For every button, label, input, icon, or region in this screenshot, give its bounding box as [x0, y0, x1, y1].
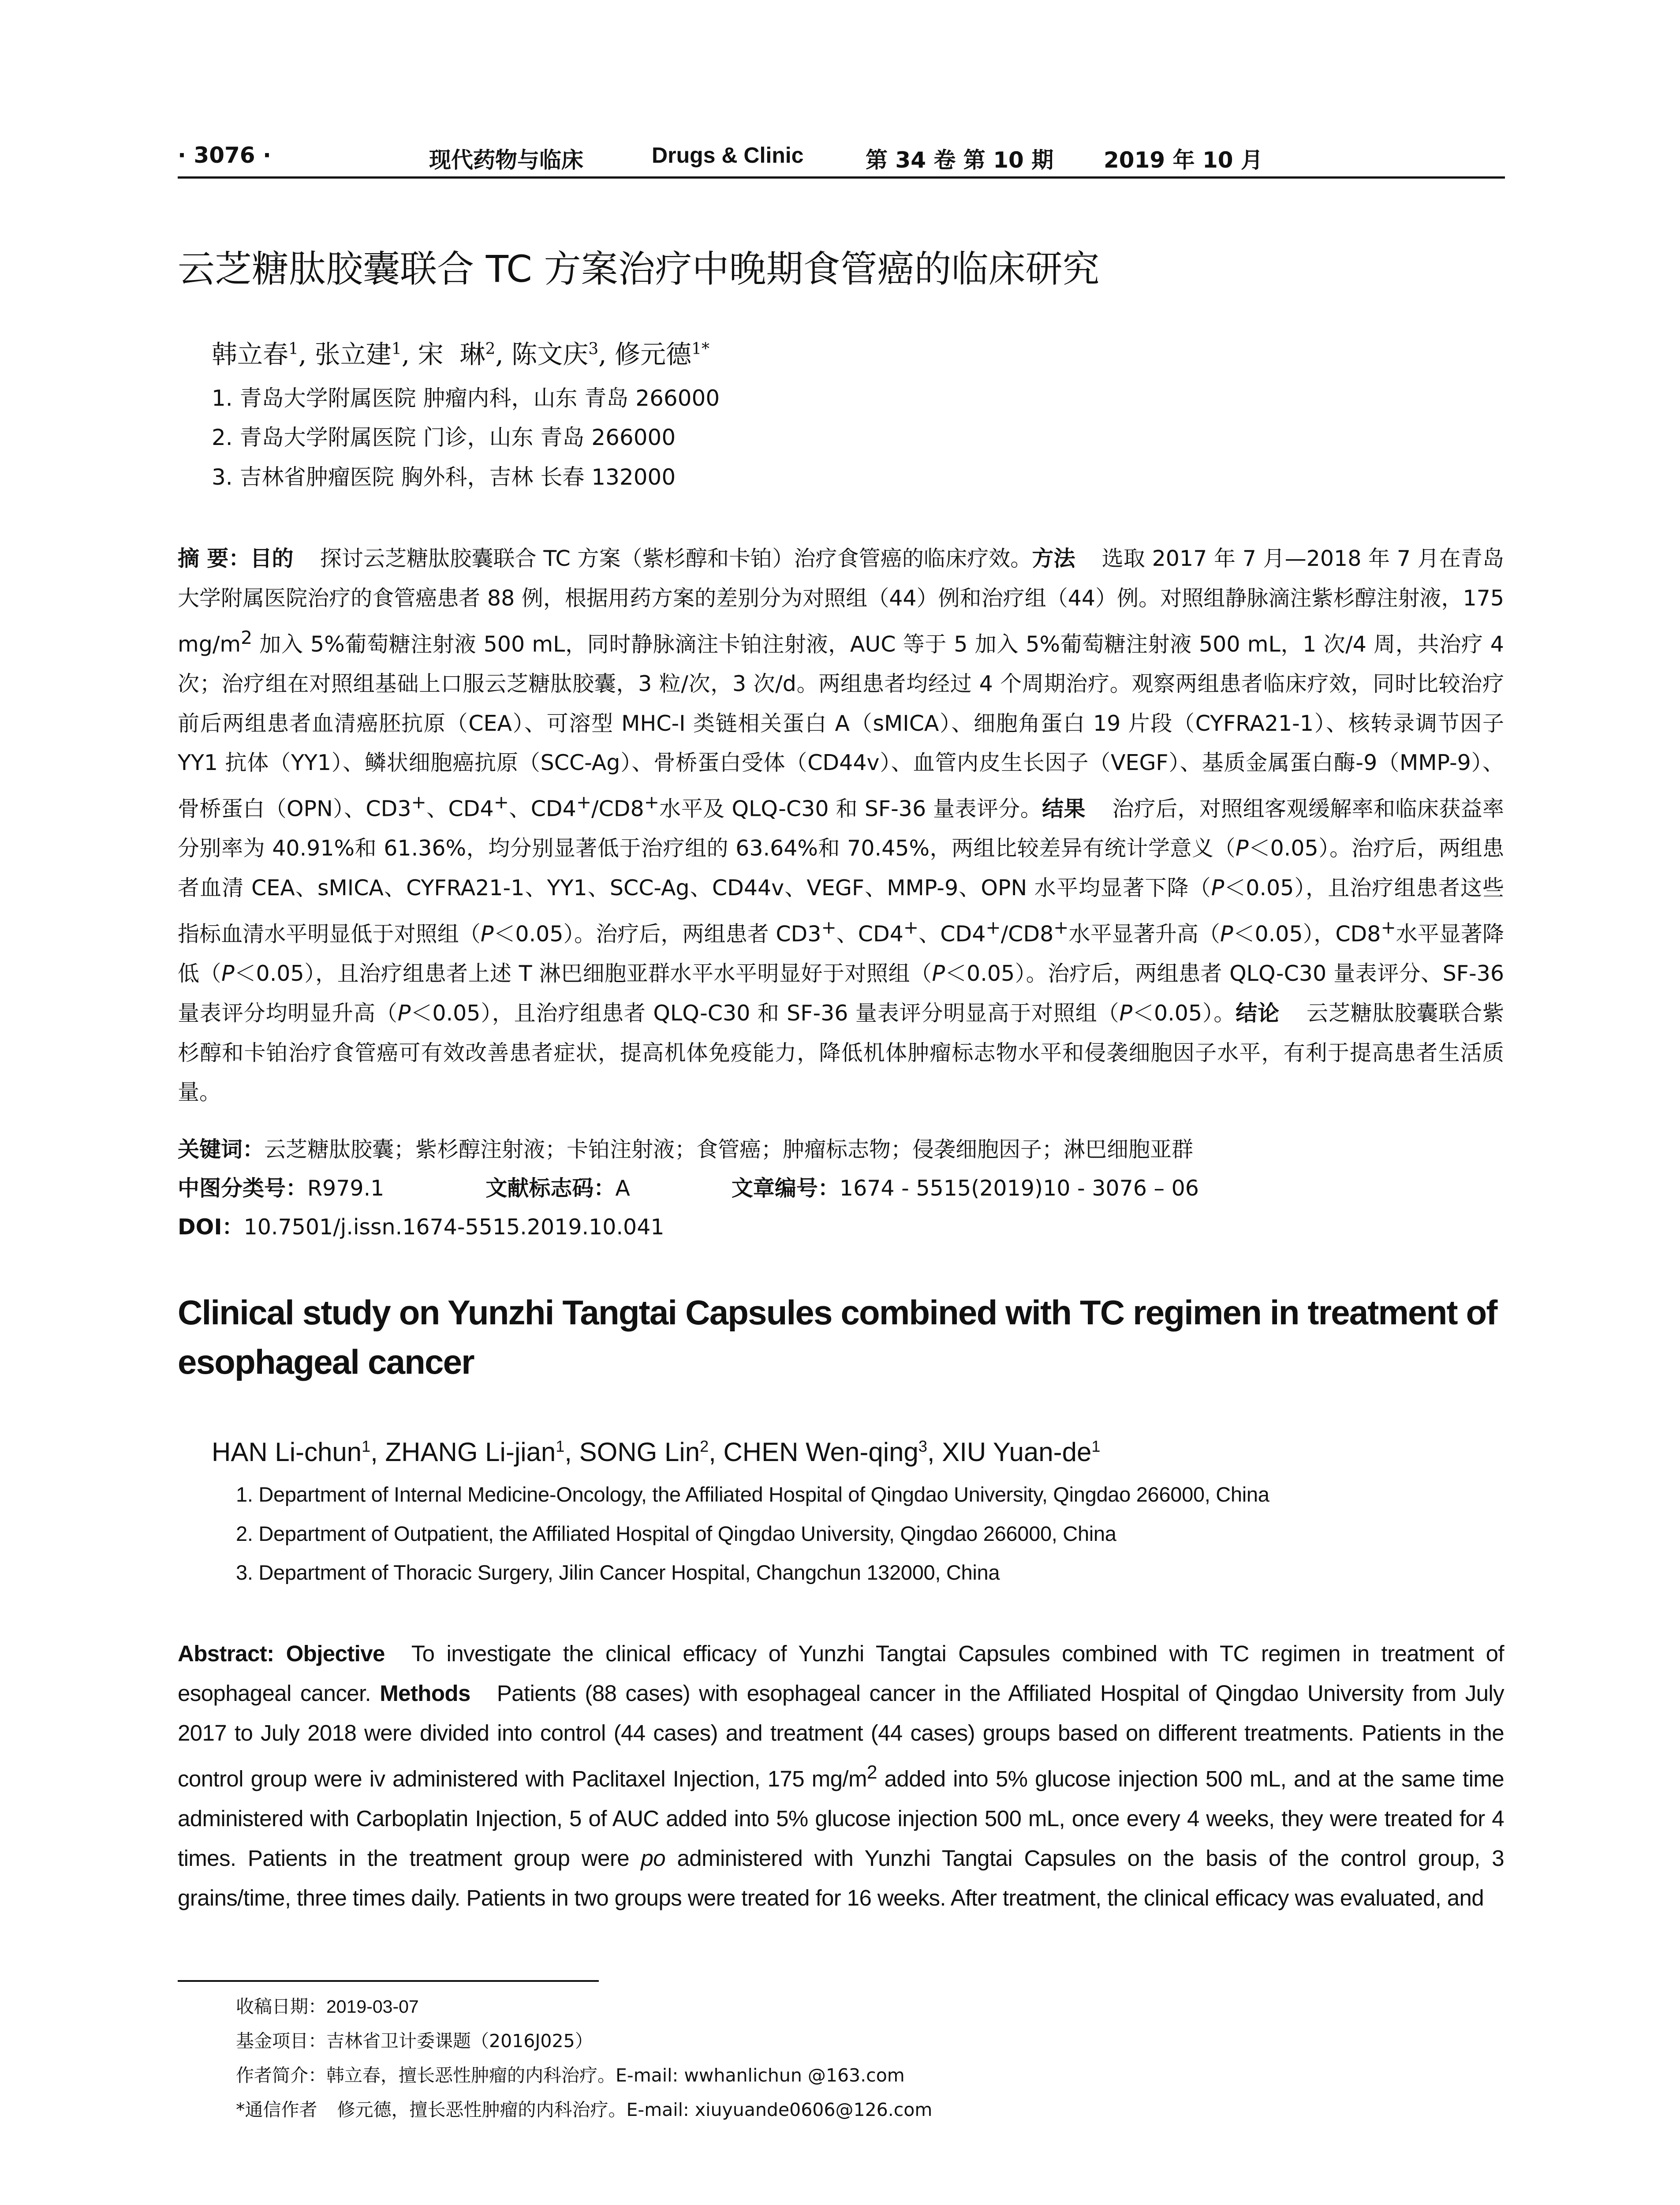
- p-symbol: P: [1211, 875, 1225, 901]
- footnote-fund: [236, 2028, 1471, 2054]
- p-symbol: P: [221, 960, 235, 986]
- superscript: 2: [866, 1762, 877, 1783]
- author-affil-mark: 2: [700, 1437, 709, 1455]
- methods-label: 方法: [1032, 546, 1075, 571]
- fund-text: 吉林省卫计委课题（2016J025）: [326, 2030, 593, 2052]
- affiliation-en-1: 1. Department of Internal Medicine-Oncology, the Affiliated Hospital of Qingdao University, Qingdao 266000, China: [236, 1483, 1269, 1506]
- results-text: 治疗后，对照组客观缓解率和临床获益率分别率为 40.91%和 61.36%，均分别显著低于治疗组的 63.64%和 70.45%，两组比较差异有统计学意义（: [178, 796, 1504, 861]
- fund-label: 基金项目：: [236, 2030, 326, 2052]
- doi-label: DOI：: [178, 1215, 244, 1240]
- superscript: +: [903, 916, 919, 938]
- issue-date: 2019 年 10 月: [1104, 147, 1263, 173]
- superscript: +: [644, 792, 659, 813]
- results-text: ＜0.05），CD8: [1233, 921, 1381, 947]
- methods-text: Patients (88 cases) with esophageal cancer in the Affiliated Hospital of Qingdao University from July 2017 to July 2018 were divided into control (44 cases) and treatment (44 cases) groups based on different treatments. Patients in the control group were iv administered with Paclitaxel Injection, 175 mg/m: [178, 1681, 1504, 1791]
- superscript: +: [986, 916, 1001, 938]
- author-separator: ,: [401, 339, 418, 370]
- results-text: 水平显著升高（: [1068, 921, 1220, 947]
- superscript: +: [411, 792, 426, 813]
- author-affil-mark: 3: [918, 1437, 927, 1455]
- author-name: 宋 琳: [418, 339, 485, 370]
- author-affil-mark: 1: [1091, 1437, 1101, 1455]
- received-date: 2019-03-07: [326, 1996, 419, 2017]
- superscript: +: [821, 916, 836, 938]
- author-separator: ,: [370, 1437, 385, 1467]
- doc-code-value: A: [615, 1176, 630, 1201]
- author-separator: ,: [709, 1437, 724, 1467]
- author-separator: ,: [495, 339, 512, 370]
- objective-label: Objective: [286, 1641, 385, 1666]
- journal-name-cn: 现代药物与临床: [429, 147, 583, 173]
- author-affil-mark: 1*: [691, 340, 709, 358]
- conclusion-text: 云芝糖肽胶囊联合紫杉醇和卡铂治疗食管癌可有效改善患者症状，提高机体免疫能力，降低机体肿瘤标志物水平和侵袭细胞因子水平，有利于提高患者生活质量。: [178, 1000, 1504, 1105]
- author-name: 修元德: [615, 339, 692, 370]
- route-po: po: [641, 1846, 666, 1871]
- running-header: [178, 142, 1505, 178]
- author-separator: ,: [298, 339, 315, 370]
- doi-value: 10.7501/j.issn.1674-5515.2019.10.041: [243, 1215, 665, 1240]
- classification-line: [178, 1171, 1504, 1206]
- methods-text: 水平及 QLQ-C30 和 SF-36 量表评分。: [659, 796, 1042, 822]
- abstract-label: 摘 要：: [178, 546, 250, 571]
- superscript: +: [576, 792, 592, 813]
- clc-label: 中图分类号：: [178, 1176, 308, 1201]
- author-separator: ,: [927, 1437, 942, 1467]
- methods-text: 选取 2017 年 7 月—2018 年 7 月在青岛大学附属医院治疗的食管癌患者 88 例，根据用药方案的差别分为对照组（44）例和治疗组（44）例。对照组静脉滴注紫杉醇注射液，175 mg/m: [178, 546, 1504, 657]
- author-separator: ,: [598, 339, 615, 370]
- author-name: HAN Li-chun: [212, 1437, 362, 1467]
- author-name: XIU Yuan-de: [942, 1437, 1092, 1467]
- abstract-en: [178, 1634, 1504, 1918]
- author-bio-text: 韩立春，擅长恶性肿瘤的内科治疗。E-mail: wwhanlichun @163.com: [326, 2065, 905, 2086]
- results-text: ＜0.05）。治疗后，两组患者血清 CEA、sMICA、CYFRA21-1、YY1、SCC-Ag、CD44v、VEGF、MMP-9、OPN 水平均显著下降（: [178, 836, 1504, 901]
- superscript: 2: [241, 627, 253, 648]
- received-label: 收稿日期：: [236, 1996, 326, 2017]
- affiliation-cn-1: 1. 青岛大学附属医院 肿瘤内科，山东 青岛 266000: [212, 385, 720, 411]
- page-number: · 3076 ·: [178, 142, 271, 168]
- results-text: 水平显著降低（: [178, 921, 1504, 986]
- methods-text: administered with Yunzhi Tangtai Capsules on the basis of the control group, 3 grains/time, three times daily. Patients in two groups were treated for 16 weeks. After treatment, the clinical efficacy was evaluated, and: [178, 1846, 1504, 1910]
- keywords-label: 关键词：: [178, 1137, 265, 1162]
- footnote-author: [236, 2062, 1471, 2089]
- results-text: ＜0.05），且治疗组患者上述 T 淋巴细胞亚群水平水平明显好于对照组（: [234, 960, 932, 986]
- results-text: ＜0.05），且治疗组患者 QLQ-C30 和 SF-36 量表评分明显高于对照组（: [411, 1000, 1120, 1026]
- footnote-received: [236, 1993, 1471, 2020]
- article-no-value: 1674 - 5515(2019)10 - 3076 – 06: [839, 1176, 1199, 1201]
- p-symbol: P: [1236, 836, 1249, 861]
- author-affil-mark: 1: [362, 1437, 371, 1455]
- author-name: CHEN Wen-qing: [723, 1437, 918, 1467]
- doi-line: [178, 1210, 1504, 1245]
- authors-en: [212, 1429, 1490, 1470]
- results-text: ＜0.05）。: [1132, 1000, 1236, 1026]
- p-symbol: P: [1220, 921, 1233, 947]
- methods-text: 、CD4: [508, 796, 576, 822]
- superscript: +: [493, 792, 509, 813]
- abstract-cn: [178, 539, 1504, 1112]
- author-name: 张立建: [314, 339, 392, 370]
- p-symbol: P: [932, 960, 945, 986]
- authors-cn: [212, 332, 1490, 372]
- footnote-rule: [178, 1980, 599, 1982]
- author-name: ZHANG Li-jian: [385, 1437, 556, 1467]
- clc-value: R979.1: [307, 1176, 385, 1201]
- title-en: Clinical study on Yunzhi Tangtai Capsules combined with TC regimen in treatment of esophageal cancer: [178, 1293, 1497, 1381]
- author-bio-label: 作者简介：: [236, 2065, 326, 2086]
- results-text: 、CD4: [918, 921, 986, 947]
- journal-name-en: Drugs & Clinic: [652, 143, 804, 168]
- author-separator: ,: [564, 1437, 579, 1467]
- header-rule: [178, 176, 1505, 179]
- results-text: /CD8: [1001, 921, 1054, 947]
- volume-issue: 第 34 卷 第 10 期: [866, 147, 1054, 173]
- author-affil-mark: 1: [556, 1437, 565, 1455]
- corresponding-label: *通信作者: [236, 2099, 317, 2120]
- superscript: +: [1053, 916, 1069, 938]
- objective-text: 探讨云芝糖肽胶囊联合 TC 方案（紫杉醇和卡铂）治疗食管癌的临床疗效。: [320, 546, 1032, 571]
- results-text: 、CD4: [836, 921, 903, 947]
- affiliation-en-3: 3. Department of Thoracic Surgery, Jilin Cancer Hospital, Changchun 132000, China: [236, 1561, 1000, 1584]
- p-symbol: P: [480, 921, 494, 947]
- author-affil-mark: 1: [391, 340, 402, 358]
- abstract-label: Abstract:: [178, 1641, 274, 1666]
- superscript: +: [1381, 916, 1396, 938]
- affiliation-cn-3: 3. 吉林省肿瘤医院 胸外科，吉林 长春 132000: [212, 464, 676, 490]
- title-cn: 云芝糖肽胶囊联合 TC 方案治疗中晚期食管癌的临床研究: [178, 247, 1100, 291]
- p-symbol: P: [397, 1000, 411, 1026]
- methods-text: added into 5% glucose injection 500 mL, and at the same time administered with Carboplatin Injection, 5 of AUC added into 5% glucose injection 500 mL, once every 4 weeks, they were treated for 4 times. Patients in the treatment group were: [178, 1766, 1504, 1871]
- keywords-cn: [178, 1132, 1504, 1167]
- footnote-corresponding: [236, 2097, 1471, 2123]
- objective-label: 目的: [250, 546, 294, 571]
- results-text: ＜0.05）。治疗后，两组患者 QLQ-C30 量表评分、SF-36 量表评分均明显升高（: [178, 960, 1504, 1026]
- affiliation-cn-2: 2. 青岛大学附属医院 门诊，山东 青岛 266000: [212, 425, 676, 450]
- author-affil-mark: 2: [485, 340, 496, 358]
- author-name: 陈文庆: [511, 339, 589, 370]
- author-name: 韩立春: [212, 339, 289, 370]
- methods-text: 、CD4: [426, 796, 494, 822]
- corresponding-text: 修元德，擅长恶性肿瘤的内科治疗。E-mail: xiuyuande0606@126.com: [337, 2099, 933, 2120]
- author-affil-mark: 3: [588, 340, 599, 358]
- p-symbol: P: [1119, 1000, 1133, 1026]
- objective-text: To investigate the clinical efficacy of Yunzhi Tangtai Capsules combined with TC regimen in treatment of esophageal cancer.: [178, 1641, 1504, 1706]
- results-label: 结果: [1042, 796, 1086, 822]
- keywords-text: 云芝糖肽胶囊；紫杉醇注射液；卡铂注射液；食管癌；肿瘤标志物；侵袭细胞因子；淋巴细胞亚群: [264, 1137, 1194, 1162]
- methods-label: Methods: [380, 1681, 470, 1706]
- author-affil-mark: 1: [288, 340, 299, 358]
- methods-text: /CD8: [591, 796, 644, 822]
- author-name: SONG Lin: [579, 1437, 700, 1467]
- results-text: ＜0.05）。治疗后，两组患者 CD3: [493, 921, 821, 947]
- methods-text: 加入 5%葡萄糖注射液 500 mL，同时静脉滴注卡铂注射液，AUC 等于 5 加入 5%葡萄糖注射液 500 mL，1 次/4 周，共治疗 4 次；治疗组在对照组基础上口服云芝糖肽胶囊，3 粒/次，3 次/d。两组患者均经过 4 个周期治疗。观察两组患者临床疗效，同时比较治疗前后两组患者血清癌胚抗原（CEA）、可溶型 MHC-I 类链相关蛋白 A（sMICA）、细胞角蛋白 19 片段（CYFRA21-1）、核转录调节因子 YY1 抗体（YY1）、鳞状细胞癌抗原（SCC-Ag）、骨桥蛋白受体（CD44v）、血管内皮生长因子（VEGF）、基质金属蛋白酶-9（MMP-9）、骨桥蛋白（OPN）、CD3: [178, 631, 1504, 822]
- affiliation-en-2: 2. Department of Outpatient, the Affiliated Hospital of Qingdao University, Qingdao 266000, China: [236, 1522, 1116, 1545]
- doc-code-label: 文献标志码：: [485, 1176, 616, 1201]
- results-text: ＜0.05），且治疗组患者这些指标血清水平明显低于对照组（: [178, 875, 1504, 947]
- article-no-label: 文章编号：: [731, 1176, 840, 1201]
- conclusion-label: 结论: [1236, 1000, 1280, 1026]
